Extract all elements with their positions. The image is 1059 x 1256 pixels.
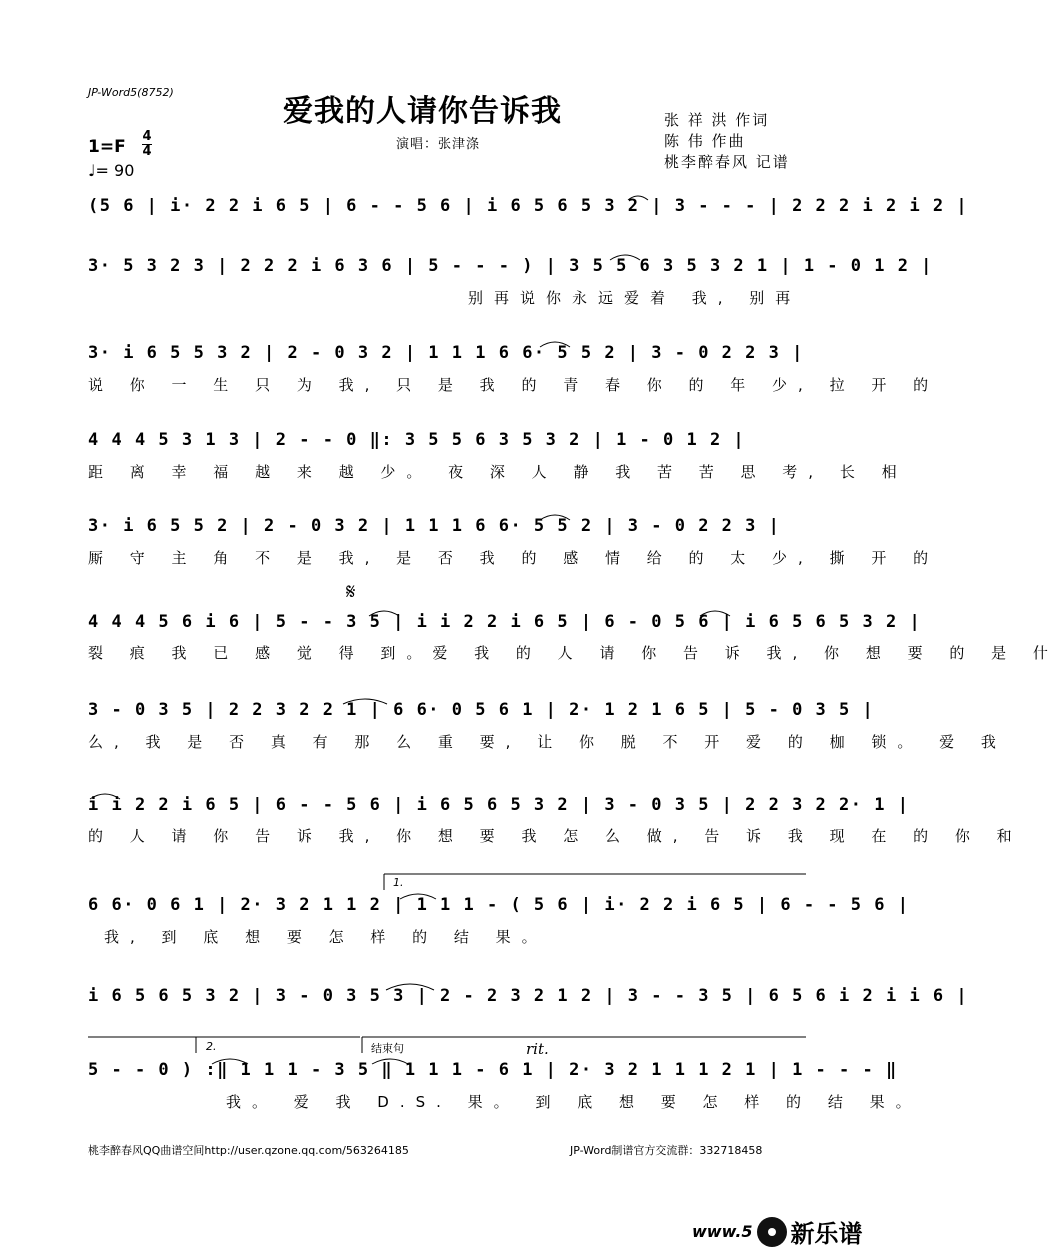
software-label: JP-Word5(8752) — [88, 86, 174, 99]
tie-arc — [540, 515, 570, 520]
lyric-line: 我, 到 底 想 要 怎 样 的 结 果。 — [104, 928, 548, 946]
coda-label: 结束句 — [371, 1042, 404, 1055]
music-line: i i 2 2 i 6 5 | 6 - - 5 6 | i 6 5 6 5 3 2 | 3 - 0 3 5 | 2 2 3 2 2· 1 | — [88, 795, 910, 815]
record-icon — [757, 1217, 787, 1247]
tie-arc — [540, 342, 570, 347]
lyric-line: 我。 爱 我 D.S. 果。 到 底 想 要 怎 样 的 结 果。 — [226, 1093, 922, 1111]
music-line: 3· i 6 5 5 3 2 | 2 - 0 3 2 | 1 1 1 6 6· 5 5 2 | 3 - 0 2 2 3 | — [88, 343, 804, 363]
tie-arc — [212, 1059, 248, 1064]
time-sig-top: 4 — [142, 129, 152, 144]
lyric-line: 的 人 请 你 告 诉 我, 你 想 要 我 怎 么 做, 告 诉 我 现 在 的 你 和 — [88, 827, 1023, 845]
rit-marking: rit. — [526, 1040, 549, 1058]
segno-sign: 𝄋 — [346, 580, 356, 605]
footer-left: 桃李醉春风QQ曲谱空间http://user.qzone.qq.com/563264185 — [88, 1144, 409, 1157]
music-line: 5 - - 0 ) :‖ 1 1 1 - 3 5 ‖ 1 1 1 - 6 1 | 2· 3 2 1 1 1 2 1 | 1 - - - ‖ — [88, 1060, 898, 1080]
singer-label: 演唱：张津涤 — [396, 137, 481, 152]
tie-arc — [369, 611, 399, 616]
transcriber-credit: 桃李醉春风 记谱 — [664, 153, 790, 171]
key-signature: 1=F — [88, 137, 126, 157]
volta-2-label: 2. — [206, 1040, 217, 1053]
music-line: (5 6 | i· 2 2 i 6 5 | 6 - - 5 6 | i 6 5 6 5 3 2 | 3 - - - | 2 2 2 i 2 i 2 | — [88, 196, 969, 216]
tie-arc — [700, 611, 730, 616]
composer-credit: 陈 伟 作曲 — [664, 132, 746, 150]
tie-arc — [372, 1059, 408, 1064]
music-line: 3 - 0 3 5 | 2 2 3 2 2 1 | 6 6· 0 5 6 1 | 2· 1 2 1 6 5 | 5 - 0 3 5 | — [88, 700, 875, 720]
lyric-line: 么, 我 是 否 真 有 那 么 重 要, 让 你 脱 不 开 爱 的 枷 锁。 爱 我 — [88, 733, 1007, 751]
music-line: 6 6· 0 6 1 | 2· 3 2 1 1 2 | 1 1 1 - ( 5 6 | i· 2 2 i 6 5 | 6 - - 5 6 | — [88, 895, 910, 915]
music-line: 3· 5 3 2 3 | 2 2 2 i 6 3 6 | 5 - - - ) | 3 5 5 6 3 5 3 2 1 | 1 - 0 1 2 | — [88, 256, 933, 276]
lyric-line: 说 你 一 生 只 为 我, 只 是 我 的 青 春 你 的 年 少, 拉 开 的 — [88, 376, 940, 394]
lyric-line: 距 离 幸 福 越 来 越 少。 夜 深 人 静 我 苦 苦 思 考, 长 相 — [88, 463, 908, 481]
tie-arc — [386, 984, 434, 990]
page-title: 爱我的人请你告诉我 — [283, 94, 562, 129]
music-line: 4 4 4 5 6 i 6 | 5 - - 3 5 | i i 2 2 i 6 5 | 6 - 0 5 6 | i 6 5 6 5 3 2 | — [88, 612, 922, 632]
tie-arc — [628, 196, 648, 200]
footer-right: JP-Word制谱官方交流群：332718458 — [570, 1144, 763, 1157]
watermark — [692, 1214, 863, 1249]
watermark-brand: 新乐谱 — [790, 1220, 863, 1248]
lyricist-credit: 张 祥 洪 作词 — [664, 111, 770, 129]
watermark-site: www.5 — [692, 1222, 753, 1241]
tie-arc — [610, 255, 640, 260]
tie-arc — [90, 794, 120, 799]
lyric-line: 裂 痕 我 已 感 觉 得 到。爱 我 的 人 请 你 告 诉 我, 你 想 要 的 是 什 — [88, 644, 1059, 662]
tempo-marking: ♩= 90 — [88, 161, 135, 180]
music-line: 4 4 4 5 3 1 3 | 2 - - 0 ‖: 3 5 5 6 3 5 3 2 | 1 - 0 1 2 | — [88, 430, 746, 450]
volta-1-label: 1. — [393, 876, 404, 889]
music-line: 3· i 6 5 5 2 | 2 - 0 3 2 | 1 1 1 6 6· 5 5 2 | 3 - 0 2 2 3 | — [88, 516, 781, 536]
tie-arc — [400, 894, 436, 899]
tie-arc — [343, 699, 387, 704]
lyric-line: 厮 守 主 角 不 是 我, 是 否 我 的 感 情 给 的 太 少, 撕 开 的 — [88, 549, 940, 567]
lyric-line: 别再说你永远爱着 我, 别再 — [468, 289, 802, 307]
time-sig-bottom: 4 — [142, 144, 152, 159]
music-line: i 6 5 6 5 3 2 | 3 - 0 3 5 3 | 2 - 2 3 2 1 2 | 3 - - 3 5 | 6 5 6 i 2 i i 6 | — [88, 986, 969, 1006]
